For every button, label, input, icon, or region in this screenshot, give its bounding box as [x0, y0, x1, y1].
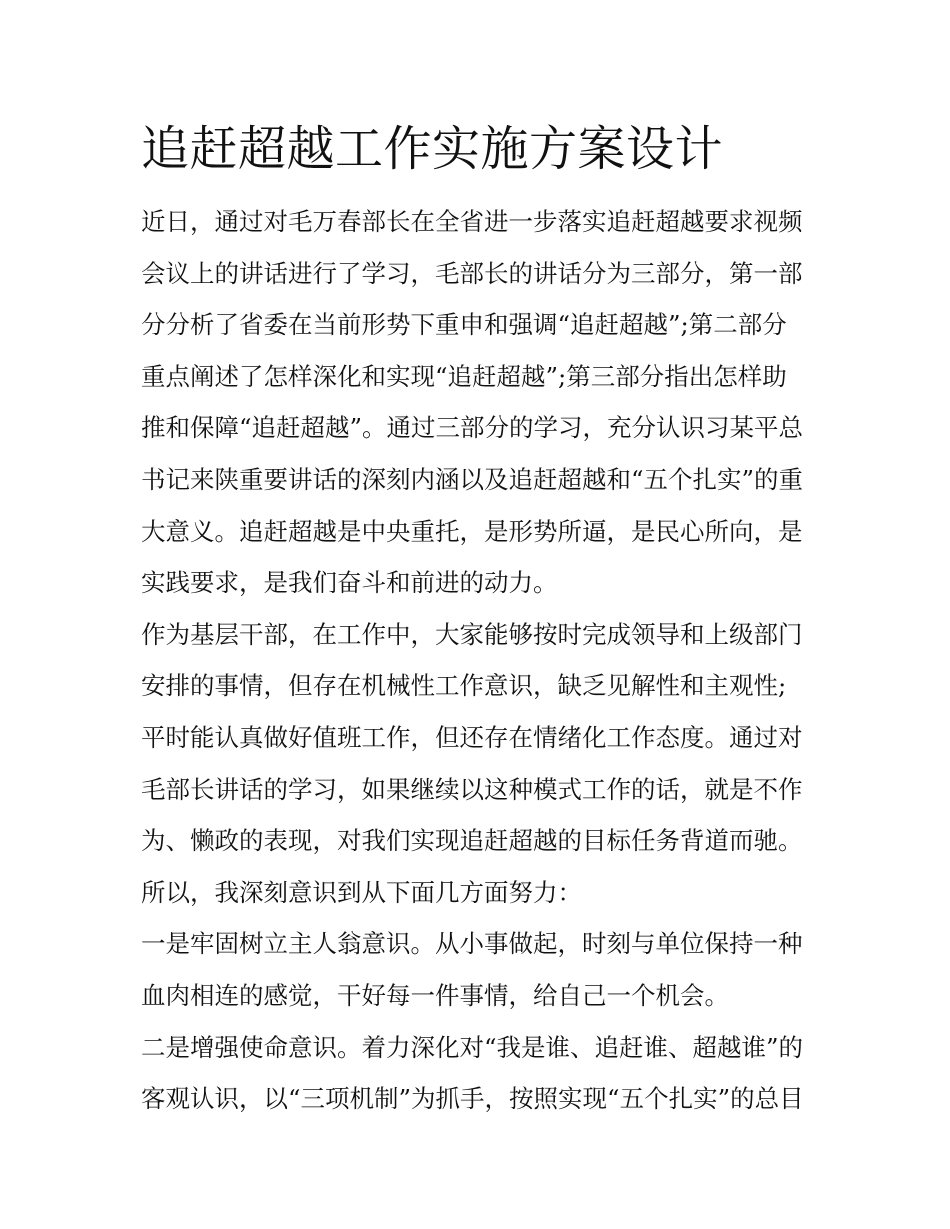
body-line: 重点阐述了怎样深化和实现“追赶超越”;第三部分指出怎样助 — [141, 361, 787, 391]
body-line: 为、懒政的表现，对我们实现追赶超越的目标任务背道而驰。 — [141, 826, 803, 856]
body-line: 作为基层干部，在工作中，大家能够按时完成领导和上级部门 — [141, 619, 803, 649]
body-line: 毛部长讲话的学习，如果继续以这种模式工作的话，就是不作 — [141, 774, 803, 804]
document-title: 追赶超越工作实施方案设计 — [141, 121, 724, 177]
body-line: 近日，通过对毛万春部长在全省进一步落实追赶超越要求视频 — [141, 207, 803, 236]
body-line: 推和保障“追赶超越”。通过三部分的学习，充分认识习某平总 — [141, 413, 804, 443]
body-line: 分分析了省委在当前形势下重申和强调“追赶超越”;第二部分 — [141, 310, 787, 340]
body-line: 书记来陕重要讲话的深刻内涵以及追赶超越和“五个扎实”的重 — [141, 464, 804, 494]
body-line: 会议上的讲话进行了学习，毛部长的讲话分为三部分，第一部 — [141, 258, 803, 288]
body-line: 一是牢固树立主人翁意识。从小事做起，时刻与单位保持一种 — [141, 929, 803, 959]
body-line: 所以，我深刻意识到从下面几方面努力： — [141, 877, 582, 907]
body-line: 实践要求，是我们奋斗和前进的动力。 — [141, 568, 558, 598]
body-line: 血肉相连的感觉，干好每一件事情，给自己一个机会。 — [141, 980, 729, 1010]
body-line: 安排的事情，但存在机械性工作意识，缺乏见解性和主观性; — [141, 671, 787, 701]
body-line: 二是增强使命意识。着力深化对“我是谁、追赶谁、超越谁”的 — [141, 1032, 804, 1062]
document-body — [141, 196, 821, 1125]
body-line: 客观认识，以“三项机制”为抓手，按照实现“五个扎实”的总目 — [141, 1084, 804, 1114]
body-line: 大意义。追赶超越是中央重托，是形势所逼，是民心所向，是 — [141, 516, 803, 546]
body-line: 平时能认真做好值班工作，但还存在情绪化工作态度。通过对 — [141, 722, 803, 752]
